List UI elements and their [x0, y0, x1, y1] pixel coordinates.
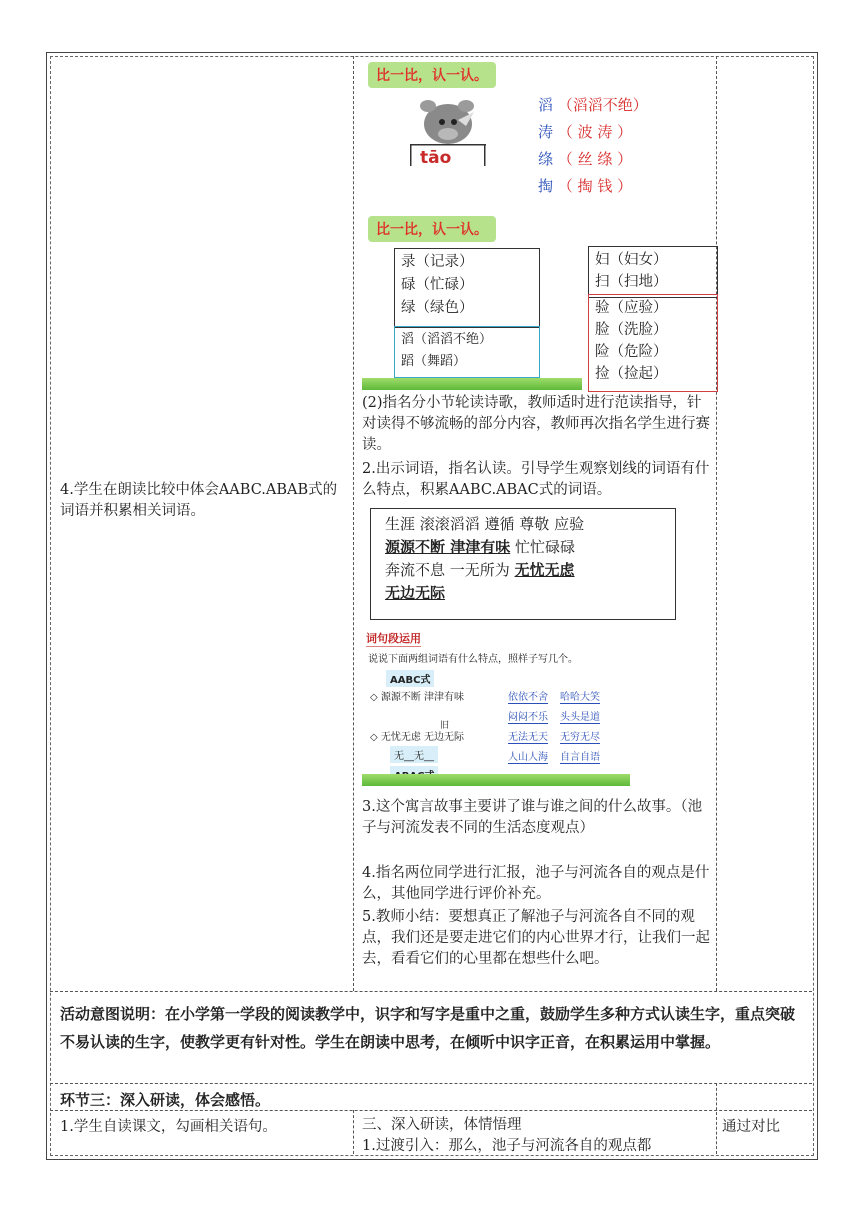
compare-tag-1: 比一比，认一认。 [368, 62, 496, 88]
fill-5: 无法无天 [508, 728, 548, 744]
last-row-student: 1.学生自读课文，勾画相关语句。 [60, 1119, 277, 1135]
box-line: 险（危险） [595, 344, 668, 360]
box-line: 验（应验） [595, 300, 668, 316]
teacher-text-5: 5.教师小结：要想真正了解池子与河流各自不同的观点，我们还是要走进它们的内心世界才行，让我们一起去，看看它们的心里都在想些什么吧。 [362, 909, 710, 967]
fill-1: 依依不舍 [508, 688, 548, 704]
last-row-teacher-1: 三、深入研读，体情悟理 [362, 1117, 522, 1133]
word-box-4 [588, 294, 718, 392]
compare-item: 滔 （滔滔不绝） [538, 96, 648, 114]
teacher-text-1: (2)指名分小节轮读诗歌，教师适时进行范读指导，针对读得不够流畅的部分内容，教师再次指名学生进行赛读。 [362, 395, 710, 453]
small-char: 旧 [440, 721, 450, 731]
word-box-1 [394, 248, 540, 328]
fill-3: 闷闷不乐 [508, 708, 548, 724]
teacher-text-4: 4.指名两位同学进行汇报，池子与河流各自的观点是什么，其他同学进行评价补充。 [362, 865, 710, 902]
words-line: 无边无际 [385, 584, 446, 602]
exercise-panel [362, 628, 630, 786]
fill-6: 无穷无尽 [560, 728, 600, 744]
box-line: 妇（妇女） [595, 252, 668, 268]
box-line: 绿（绿色） [401, 300, 474, 316]
words-line: 源源不断 津津有味 忙忙碌碌 [385, 538, 576, 556]
word-box-3 [588, 246, 718, 298]
col-divider-1 [353, 56, 354, 991]
compare-item: 绦 （ 丝 绦 ） [538, 150, 633, 168]
box-line: 脸（洗脸） [595, 322, 668, 338]
exercise-row-3: ◇ 无忧无虑 无边无际 [370, 732, 465, 743]
fill-2: 哈哈大笑 [560, 688, 600, 704]
col-divider-3 [353, 1110, 354, 1154]
grass-decoration [362, 378, 582, 390]
exercise-prompt: 说说下面两组词语有什么特点，照样子写几个。 [368, 654, 578, 665]
compare-item: 掏 （ 掏 钱 ） [538, 177, 633, 195]
compare-item: 涛 （ 波 涛 ） [538, 123, 633, 141]
box-line: 捡（捡起） [595, 366, 668, 382]
box-line: 碌（忙碌） [401, 277, 474, 293]
last-row-note: 通过对比 [722, 1119, 780, 1135]
compare-panel-2 [362, 212, 714, 390]
compare-panel-1 [362, 58, 714, 208]
pinyin-label: tāo [420, 148, 452, 168]
teacher-text-2: 2.出示词语，指名认读。引导学生观察划线的词语有什么特点，积累AABC.ABAC式的词语。 [362, 461, 710, 498]
fill-7: 人山人海 [508, 748, 548, 764]
compare-tag-2: 比一比，认一认。 [368, 216, 496, 242]
box-line: 蹈（舞蹈） [401, 354, 467, 369]
word-box-2 [394, 326, 540, 378]
fill-8: 自言自语 [560, 748, 600, 764]
grass-decoration-2 [362, 774, 630, 786]
student-activity-text: 4.学生在朗读比较中体会AABC.ABAB式的词语并积累相关词语。 [60, 482, 338, 519]
words-box [370, 508, 676, 620]
words-line: 生涯 滚滚滔滔 遵循 尊敬 应验 [385, 515, 585, 533]
activity-note: 活动意图说明：在小学第一学段的阅读教学中，识字和写字是重中之重，鼓励学生多种方式认读生字，重点突破不易认读的生字，使教学更有针对性。学生在朗读中思考，在倾听中识字正音，在积累运用中掌握。 [60, 1005, 796, 1051]
box-line: 滔（滔滔不绝） [401, 332, 493, 347]
fill-4: 头头是道 [560, 708, 600, 724]
aabc-label: AABC式 [386, 670, 434, 687]
words-line: 奔流不息 一无所为 无忧无虑 [385, 561, 575, 579]
section-3-title: 环节三：深入研读，体会感悟。 [60, 1091, 271, 1109]
row-divider-1 [50, 991, 812, 992]
teacher-text-3: 3.这个寓言故事主要讲了谁与谁之间的什么故事。（池子与河流发表不同的生活态度观点） [362, 799, 703, 836]
exercise-row-1: ◇ 源源不断 津津有味 [370, 692, 465, 703]
row-divider-2 [50, 1083, 812, 1084]
pattern-label: 无__无__ [390, 746, 438, 763]
exercise-tag: 词句段运用 [366, 632, 421, 645]
last-row-teacher-2: 1.过渡引入：那么，池子与河流各自的观点都 [362, 1138, 652, 1154]
col-divider-2 [716, 56, 717, 991]
box-line: 录（记录） [401, 254, 474, 270]
compare-list-1 [538, 92, 648, 200]
box-line: 扫（扫地） [595, 274, 668, 290]
